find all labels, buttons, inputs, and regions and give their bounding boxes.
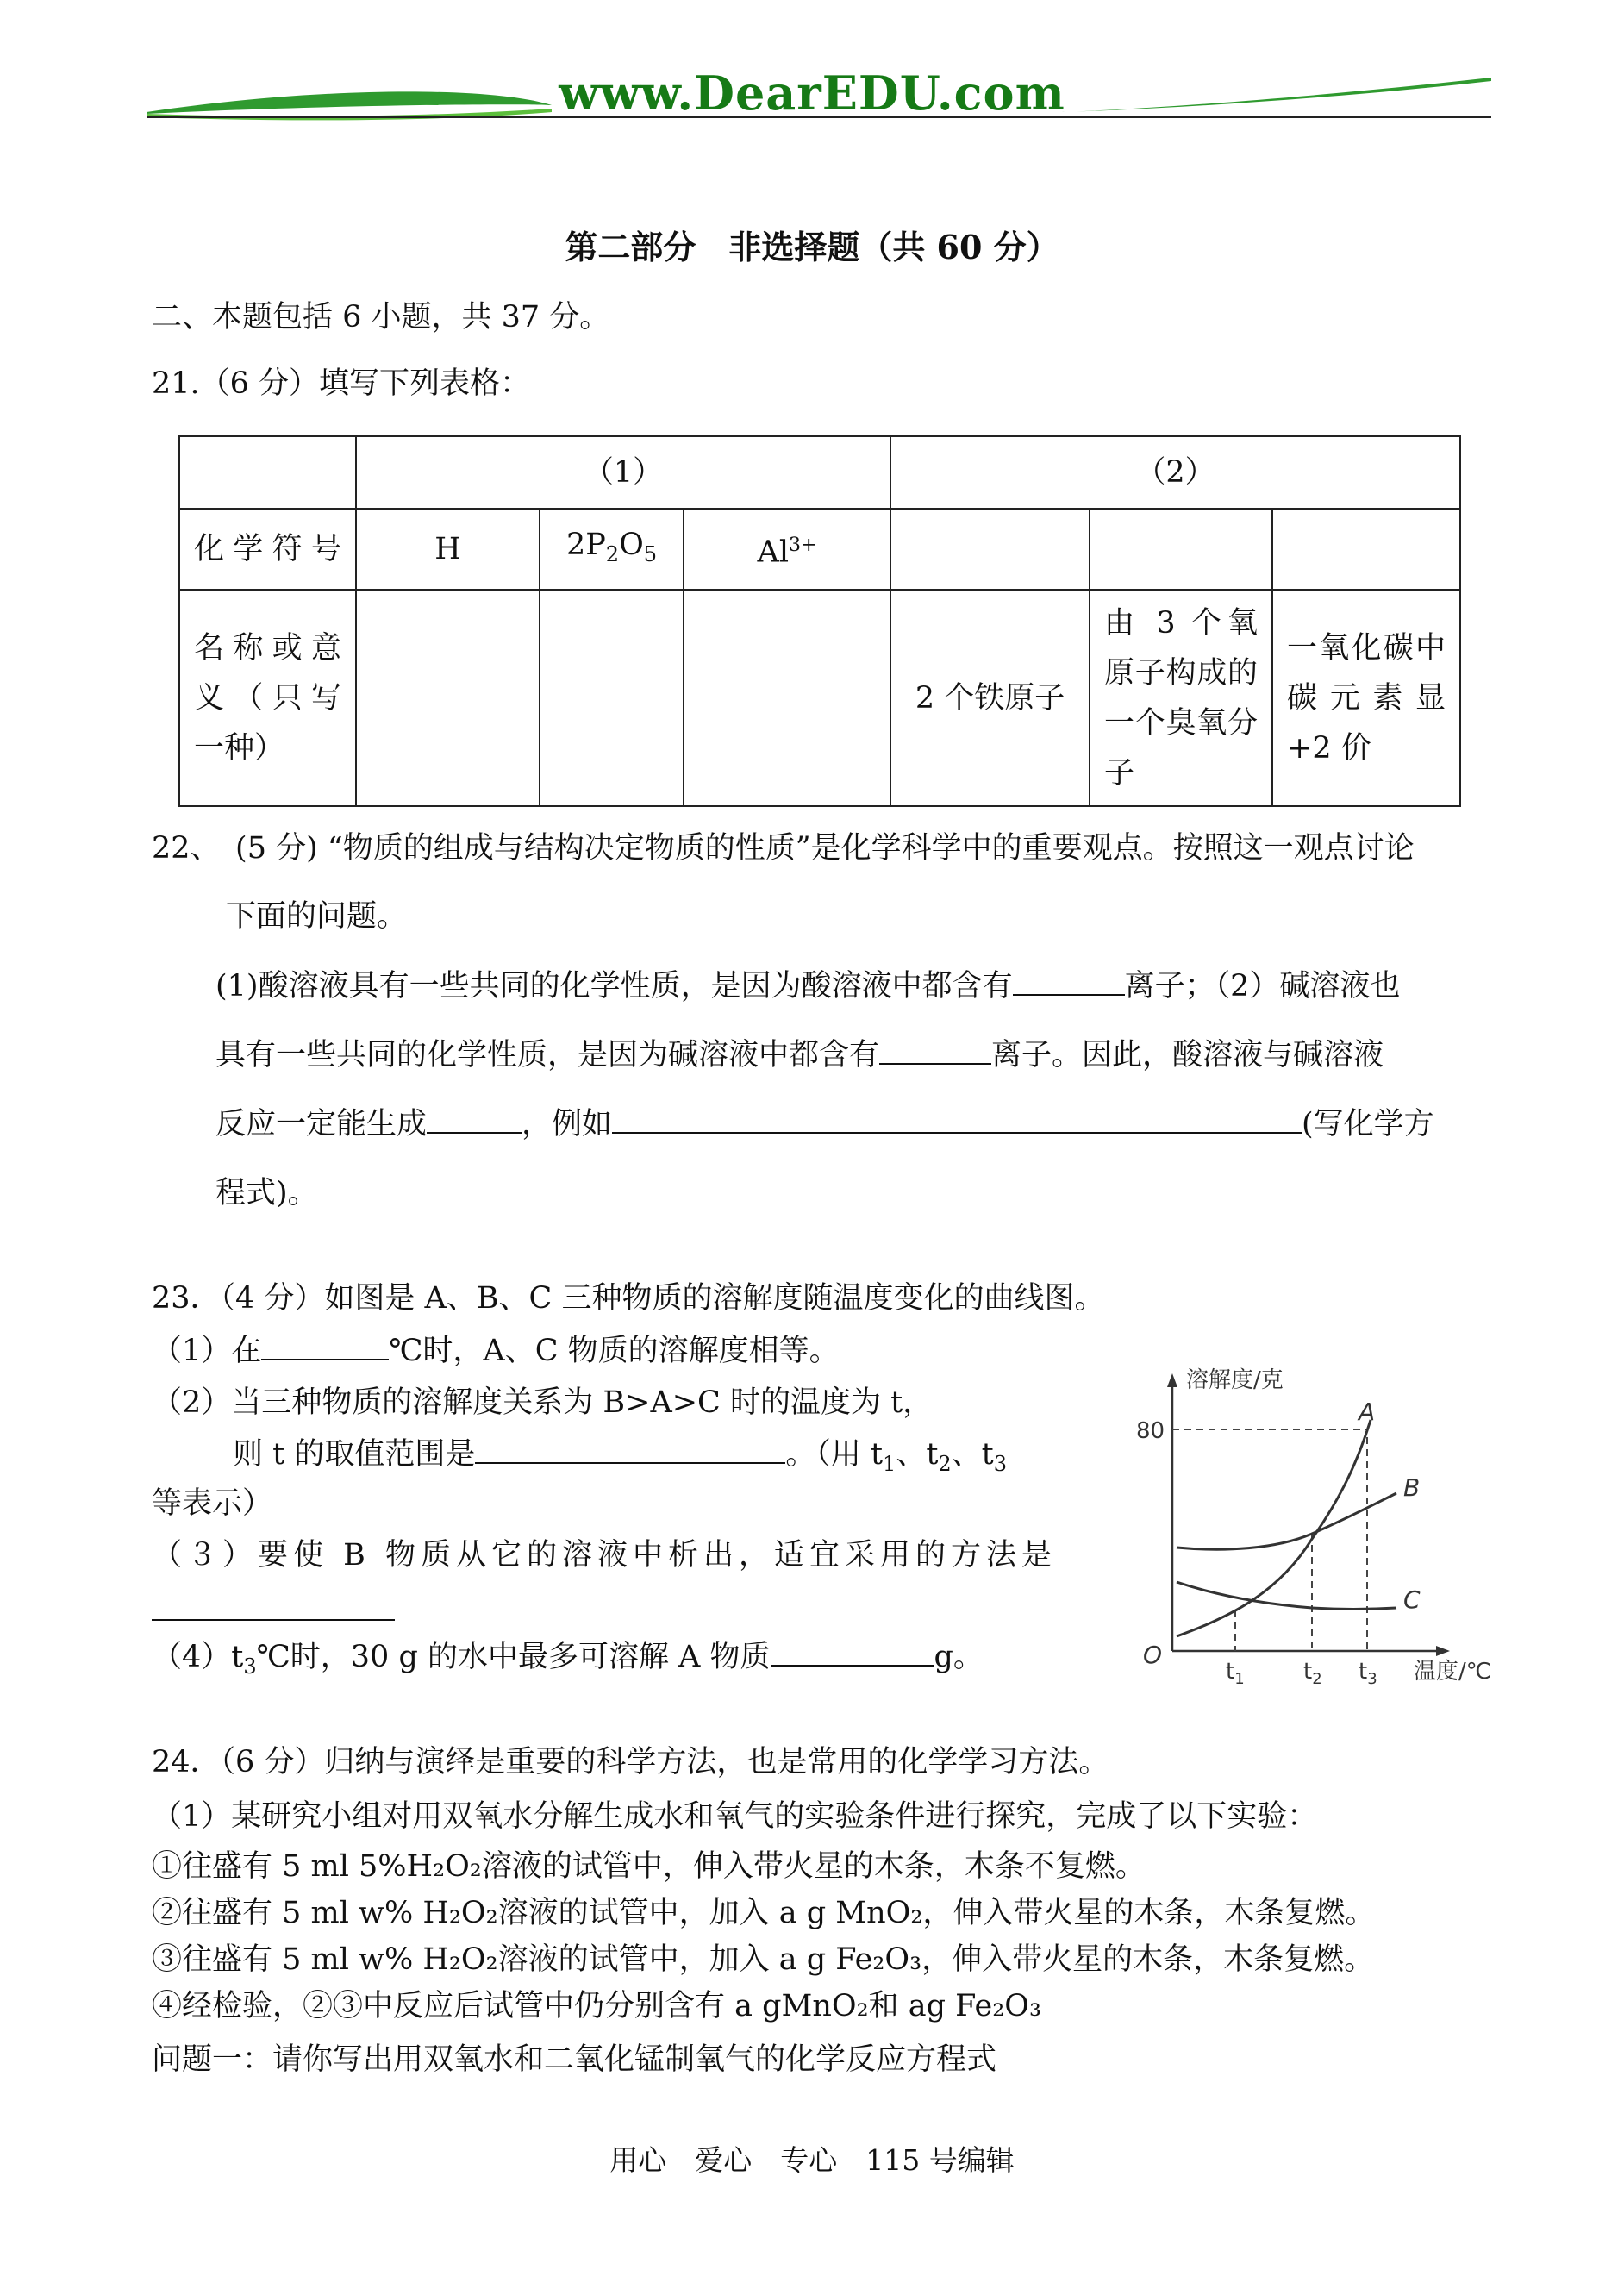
meaning-blank-1[interactable]: [356, 590, 540, 806]
q24-stem: 24．（6 分）归纳与演绎是重要的科学方法，也是常用的化学学习方法。: [152, 1745, 1109, 1779]
meaning-fe: 2 个铁原子: [890, 590, 1090, 806]
part-title: 第二部分 非选择题（共 60 分）: [565, 228, 1059, 266]
q22-line4: 具有一些共同的化学性质，是因为碱溶液中都含有 离子。因此，酸溶液与碱溶液: [215, 1038, 1384, 1072]
q24-question1: 问题一：请你写出用双氧水和二氧化锰制氧气的化学反应方程式: [152, 2042, 997, 2077]
meaning-co: 一氧化碳中碳元素显+2 价: [1272, 590, 1460, 806]
symbol-h: H: [356, 509, 540, 590]
q23-blank-mass[interactable]: [771, 1639, 934, 1667]
q22-line5: 反应一定能生成 ，例如 (写化学方: [215, 1107, 1434, 1141]
q21-stem: 21.（6 分）填写下列表格：: [152, 366, 531, 401]
chart-tick-t2: $t_2$: [1303, 1659, 1322, 1685]
chart-ylabel: 溶解度/克: [1186, 1367, 1284, 1393]
q22-blank-equation[interactable]: [612, 1106, 1302, 1134]
x-axis-arrow: [1436, 1646, 1450, 1656]
q23-part2a: （2）当三种物质的溶解度关系为 B>A>C 时的温度为 t，: [152, 1385, 934, 1420]
chart-label-b: B: [1403, 1473, 1421, 1502]
q24-exp2: ②往盛有 5 ml w% H₂O₂溶液的试管中，加入 a g MnO₂，伸入带火星的木条，木条复燃。: [152, 1896, 1376, 1930]
curve-c: [1177, 1582, 1396, 1610]
q22-line1: 22、 (5 分) “物质的组成与结构决定物质的性质”是化学科学中的重要观点。按照这一观点讨论: [152, 831, 1415, 866]
symbol-blank-1[interactable]: [890, 509, 1090, 590]
q24-exp1: ①往盛有 5 ml 5%H₂O₂溶液的试管中，伸入带火星的木条，木条不复燃。: [152, 1849, 1146, 1884]
section-heading: 二、本题包括 6 小题，共 37 分。: [152, 300, 610, 335]
q21-table: [178, 435, 1461, 807]
symbol-al: $Al^{3+}$: [684, 509, 890, 590]
site-brand: www.DearEDU.com: [559, 66, 1065, 121]
symbol-blank-3[interactable]: [1272, 509, 1460, 590]
chart-xlabel: 温度/℃: [1414, 1659, 1491, 1685]
q23-blank-temp[interactable]: [261, 1333, 389, 1360]
chart-label-a: A: [1359, 1398, 1376, 1426]
q24-exp4: ④经检验，②③中反应后试管中仍分别含有 a gMnO₂和 ag Fe₂O₃: [152, 1989, 1041, 2023]
page-footer: 用心 爱心 专心 115 号编辑: [609, 2143, 1015, 2177]
q23-blank-range[interactable]: [475, 1436, 785, 1464]
q23-part2c: 等表示）: [152, 1486, 273, 1521]
y-axis-arrow: [1167, 1373, 1177, 1387]
col-group-1: （1）: [356, 436, 890, 509]
meaning-blank-2[interactable]: [540, 590, 684, 806]
chart-label-c: C: [1403, 1585, 1421, 1614]
q24-part1: （1）某研究小组对用双氧水分解生成水和氧气的实验条件进行探究，完成了以下实验：: [152, 1799, 1318, 1834]
meaning-blank-3[interactable]: [684, 590, 890, 806]
table-corner-cell: [179, 436, 356, 509]
q23-stem: 23．（4 分）如图是 A、B、C 三种物质的溶解度随温度变化的曲线图。: [152, 1281, 1105, 1316]
q22-line6: 程式)。: [215, 1176, 318, 1210]
q22-line3: (1)酸溶液具有一些共同的化学性质，是因为酸溶液中都含有 离子；（2）碱溶液也: [215, 969, 1401, 1004]
chart-tick-t1: $t_1$: [1226, 1659, 1245, 1685]
meaning-o3: 由 3 个氧原子构成的一个臭氧分子: [1090, 590, 1272, 806]
row-label-symbol: 化学符号: [179, 509, 356, 590]
row-label-meaning: 名称或意义（只写一种）: [179, 590, 356, 806]
q23-part3: （３）要使 B 物质从它的溶液中析出，适宜采用的方法是: [152, 1538, 1057, 1573]
header-rule: [147, 116, 1491, 118]
solubility-chart: [1129, 1358, 1517, 1685]
q24-exp3: ③往盛有 5 ml w% H₂O₂溶液的试管中，加入 a g Fe₂O₃，伸入带火星的木条，木条复燃。: [152, 1942, 1375, 1977]
col-group-2: （2）: [890, 436, 1460, 509]
q23-part1: （1）在 ℃时，A、C 物质的溶解度相等。: [152, 1334, 840, 1368]
chart-ytick-80: 80: [1136, 1418, 1165, 1444]
chart-origin: O: [1143, 1641, 1163, 1669]
q22-line2: 下面的问题。: [226, 899, 408, 934]
q23-part2b: 则 t 的取值范围是 。（用 $t_1$、$t_2$、$t_3$: [233, 1437, 1008, 1476]
chart-tick-t3: $t_3$: [1359, 1659, 1377, 1685]
q23-part4: $(4)t_3℃$时，30 g 的水中最多可溶解 A 物质 g。: [152, 1640, 984, 1679]
q22-blank-product[interactable]: [427, 1106, 522, 1134]
q23-blank-method[interactable]: [152, 1619, 395, 1621]
curve-b: [1177, 1493, 1396, 1549]
q22-blank-base-ion[interactable]: [879, 1037, 991, 1065]
q22-blank-acid-ion[interactable]: [1013, 968, 1125, 996]
symbol-p2o5: $2P_2O_5$: [540, 509, 684, 590]
symbol-blank-2[interactable]: [1090, 509, 1272, 590]
